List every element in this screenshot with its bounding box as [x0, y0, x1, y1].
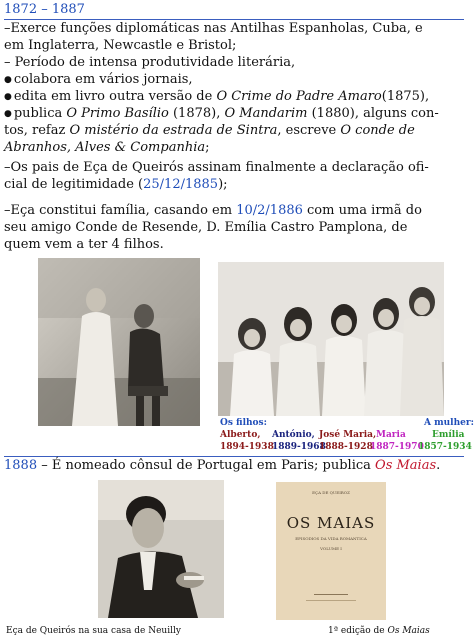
book-volume: VOLUME I: [320, 546, 342, 551]
child-years: 1888-1928: [319, 442, 373, 452]
text-line: em Inglaterra, Newcastle e Bristol;: [4, 38, 237, 53]
text-line: cial de legitimidade (25/12/1885);: [4, 177, 228, 192]
book-title: OS MAIAS: [286, 514, 376, 532]
section-rule: [4, 456, 464, 457]
book-caption: 1ª edição de Os Maias: [328, 626, 430, 636]
child-name: António,: [272, 430, 315, 440]
text-line: Abranhos, Alves & Companhia;: [4, 140, 210, 155]
children-photo: [218, 262, 444, 416]
wife-name: Emília: [432, 430, 465, 440]
child-name: Maria: [376, 430, 406, 440]
bullet-icon: ●: [4, 75, 12, 85]
wife-years: 1857-1934: [418, 442, 472, 452]
book-cover: [276, 482, 386, 620]
date-link: 10/2/1886: [236, 203, 303, 218]
bullet-line: ● publica O Primo Basílio (1878), O Mandarim (1880), alguns con-: [4, 106, 439, 121]
period-heading: 1872 – 1887: [4, 2, 85, 17]
bullet-icon: ●: [4, 92, 12, 102]
text-line: quem vem a ter 4 filhos.: [4, 237, 164, 252]
child-name: José Maria,: [319, 430, 377, 440]
heading-rule: [4, 19, 464, 20]
portrait-caption: Eça de Queirós na sua casa de Neuilly: [6, 626, 181, 636]
text-line: –Os pais de Eça de Queirós assinam finalmente a declaração ofi-: [4, 160, 429, 175]
children-caption: Os filhos:: [220, 418, 267, 428]
text-line: seu amigo Conde de Resende, D. Emília Castro Pamplona, de: [4, 220, 408, 235]
couple-photo: [38, 258, 200, 426]
portrait-photo: [98, 480, 224, 618]
text-line: –Exerce funções diplomáticas nas Antilhas Espanholas, Cuba, e: [4, 21, 423, 36]
bullet-icon: ●: [4, 109, 12, 119]
child-name: Alberto,: [220, 430, 261, 440]
text-line: – Período de intensa produtividade literária,: [4, 55, 296, 70]
text-line: –Eça constitui família, casando em 10/2/1886 com uma irmã do: [4, 203, 422, 218]
child-years: 1889-1968: [272, 442, 326, 452]
child-years: 1894-1938: [220, 442, 274, 452]
book-author: EÇA DE QUEIROZ: [312, 490, 350, 495]
book-rule: [306, 600, 356, 601]
book-subtitle: EPISODIOS DA VIDA ROMANTICA: [295, 536, 367, 541]
bullet-line: ● edita em livro outra versão de O Crime do Padre Amaro(1875),: [4, 89, 430, 104]
child-years: 1887-1970: [370, 442, 424, 452]
wife-caption: A mulher:: [424, 418, 474, 428]
date-link: 25/12/1885: [143, 177, 219, 192]
text-line: tos, refaz O mistério da estrada de Sintra, escreve O conde de: [4, 123, 415, 138]
year-1888-line: 1888 – É nomeado cônsul de Portugal em Paris; publica Os Maias.: [4, 458, 441, 473]
book-rule: [314, 594, 348, 595]
bullet-line: ● colabora em vários jornais,: [4, 72, 193, 87]
